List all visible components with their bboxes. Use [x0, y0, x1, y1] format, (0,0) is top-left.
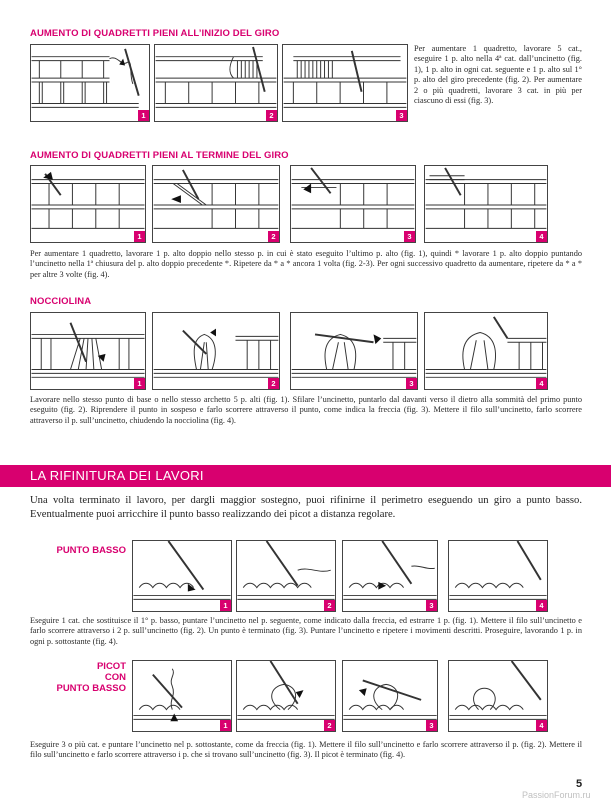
label-line: PICOT: [96, 661, 126, 672]
crochet-diagram-icon: [425, 313, 547, 389]
section-title-increase-end: AUMENTO DI QUADRETTI PIENI AL TERMINE DEL GIRO: [30, 150, 289, 161]
crochet-diagram-icon: [133, 541, 231, 611]
crochet-diagram-icon: [283, 45, 407, 121]
section-text-increase-end: Per aumentare 1 quadretto, lavorare 1 p. alto doppio nello stesso p. in cui è stato eseguito l’ultimo p. alto (fig. 1), quindi * lavorare 1 p. alto doppio puntando l’uncinetto nella 1ª chiusura del p. alto doppio precedente *. Ripetere da * a * ancora 1 volta (fig. 2-3). Per ogni successivo quadretto da aumentare, ripetere da * a * per altre 3 volte (fig. 4).: [30, 249, 582, 279]
crochet-diagram-icon: [343, 541, 437, 611]
figure-number: 3: [396, 110, 407, 121]
figure-punto-basso-1: [132, 540, 232, 612]
crochet-diagram-icon: [237, 541, 335, 611]
figure-number: 2: [268, 231, 279, 242]
figure-punto-basso-3: [342, 540, 438, 612]
figure-number: 2: [324, 600, 335, 611]
section-text-punto-basso: Eseguire 1 cat. che sostituisce il 1° p. basso, puntare l’uncinetto nel p. seguente, come indicato dalla freccia, ed estrarre 1 p. (fig. 1). Mettere il filo sull’uncinetto e farlo scorrere attraverso i 2 p. sull’uncinetto (fig. 2). Un punto è terminato (fig. 3). Puntare l’uncinetto e ripetere i movimenti descritti. Proseguire, lavorando 1 p. in ogni p. sottostante (fig. 4).: [30, 616, 582, 646]
figure-number: 1: [220, 600, 231, 611]
section-text-nocciolina: Lavorare nello stesso punto di base o nello stesso archetto 5 p. alti (fig. 1). Sfilare l’uncinetto, puntarlo dal davanti verso il dietro alla sommità del primo punto eseguito (fig. 2). Riprendere il punto in sospeso e farlo scorrere attraverso il punto, come indica la freccia (fig. 3). Mettere il filo sull’uncinetto, farlo scorrere attraverso il p. sull’uncinetto, chiudendo la nocciolina (fig. 4).: [30, 395, 582, 425]
figure-number: 3: [406, 378, 417, 389]
crochet-diagram-icon: [31, 45, 149, 121]
figure-picot-1: [132, 660, 232, 732]
crochet-diagram-icon: [31, 313, 145, 389]
figure-number: 1: [134, 231, 145, 242]
crochet-diagram-icon: [153, 313, 279, 389]
figure-number: 4: [536, 720, 547, 731]
figure-number: 3: [404, 231, 415, 242]
figure-punto-basso-2: [236, 540, 336, 612]
section-title-increase-start: AUMENTO DI QUADRETTI PIENI ALL’INIZIO DEL GIRO: [30, 28, 280, 39]
crochet-diagram-icon: [153, 166, 279, 242]
crochet-diagram-icon: [31, 166, 145, 242]
intro-paragraph: Una volta terminato il lavoro, per dargli maggior sostegno, puoi rifinirne il perimetro eseguendo un giro a punto basso. Eventualmente puoi arricchire il punto basso realizzando dei picot a distanza regolare.: [30, 495, 582, 520]
figure-number: 1: [220, 720, 231, 731]
label-line: PUNTO BASSO: [56, 683, 126, 694]
crochet-diagram-icon: [133, 661, 231, 731]
figure-number: 3: [426, 600, 437, 611]
section-text-picot: Eseguire 3 o più cat. e puntare l’uncinetto nel p. sottostante, come da freccia (fig. 1). Mettere il filo sull’uncinetto e farlo scorrere attraverso il p. (fig. 2). Mettere il filo sull’uncinetto e farlo scorrere attraverso i p. che si trovano sull’uncinetto (fig. 3). Il picot è terminato (fig. 4).: [30, 740, 582, 760]
figure-picot-3: [342, 660, 438, 732]
page-number: 5: [576, 778, 583, 790]
figure-increase-start-1: [30, 44, 150, 122]
label-picot: [30, 661, 126, 694]
figure-punto-basso-4: [448, 540, 548, 612]
figure-number: 2: [266, 110, 277, 121]
section-text-increase-start: Per aumentare 1 quadretto, lavorare 5 cat., eseguire 1 p. alto nella 4ª cat. dall’uncinetto (fig. 1), 1 p. alto in ogni cat. seguente e 1 p. alto sul 1° p. alto del giro precedente (fig. 2). Per aumentare 2 o più quadretti, lavorare 3 cat. in più per ciascuno di essi (fig. 3).: [414, 44, 582, 106]
crochet-diagram-icon: [449, 541, 547, 611]
section-title-nocciolina: NOCCIOLINA: [30, 296, 92, 307]
crochet-diagram-icon: [155, 45, 277, 121]
figure-picot-4: [448, 660, 548, 732]
figure-increase-end-4: [424, 165, 548, 243]
figure-increase-start-2: [154, 44, 278, 122]
figure-nocciolina-2: [152, 312, 280, 390]
label-punto-basso: PUNTO BASSO: [56, 545, 126, 556]
figure-number: 4: [536, 378, 547, 389]
figure-number: 1: [134, 378, 145, 389]
figure-number: 2: [324, 720, 335, 731]
crochet-diagram-icon: [291, 166, 415, 242]
figure-number: 2: [268, 378, 279, 389]
crochet-diagram-icon: [237, 661, 335, 731]
watermark: PassionForum.ru: [522, 790, 591, 800]
crochet-diagram-icon: [425, 166, 547, 242]
figure-nocciolina-4: [424, 312, 548, 390]
figure-number: 1: [138, 110, 149, 121]
crochet-diagram-icon: [291, 313, 417, 389]
figure-increase-end-3: [290, 165, 416, 243]
label-line: CON: [104, 672, 126, 683]
figure-picot-2: [236, 660, 336, 732]
figure-nocciolina-1: [30, 312, 146, 390]
figure-increase-end-1: [30, 165, 146, 243]
figure-nocciolina-3: [290, 312, 418, 390]
figure-increase-start-3: [282, 44, 408, 122]
figure-number: 4: [536, 231, 547, 242]
figure-increase-end-2: [152, 165, 280, 243]
figure-number: 4: [536, 600, 547, 611]
crochet-diagram-icon: [449, 661, 547, 731]
banner-title: LA RIFINITURA DEI LAVORI: [30, 468, 204, 483]
figure-number: 3: [426, 720, 437, 731]
crochet-diagram-icon: [343, 661, 437, 731]
